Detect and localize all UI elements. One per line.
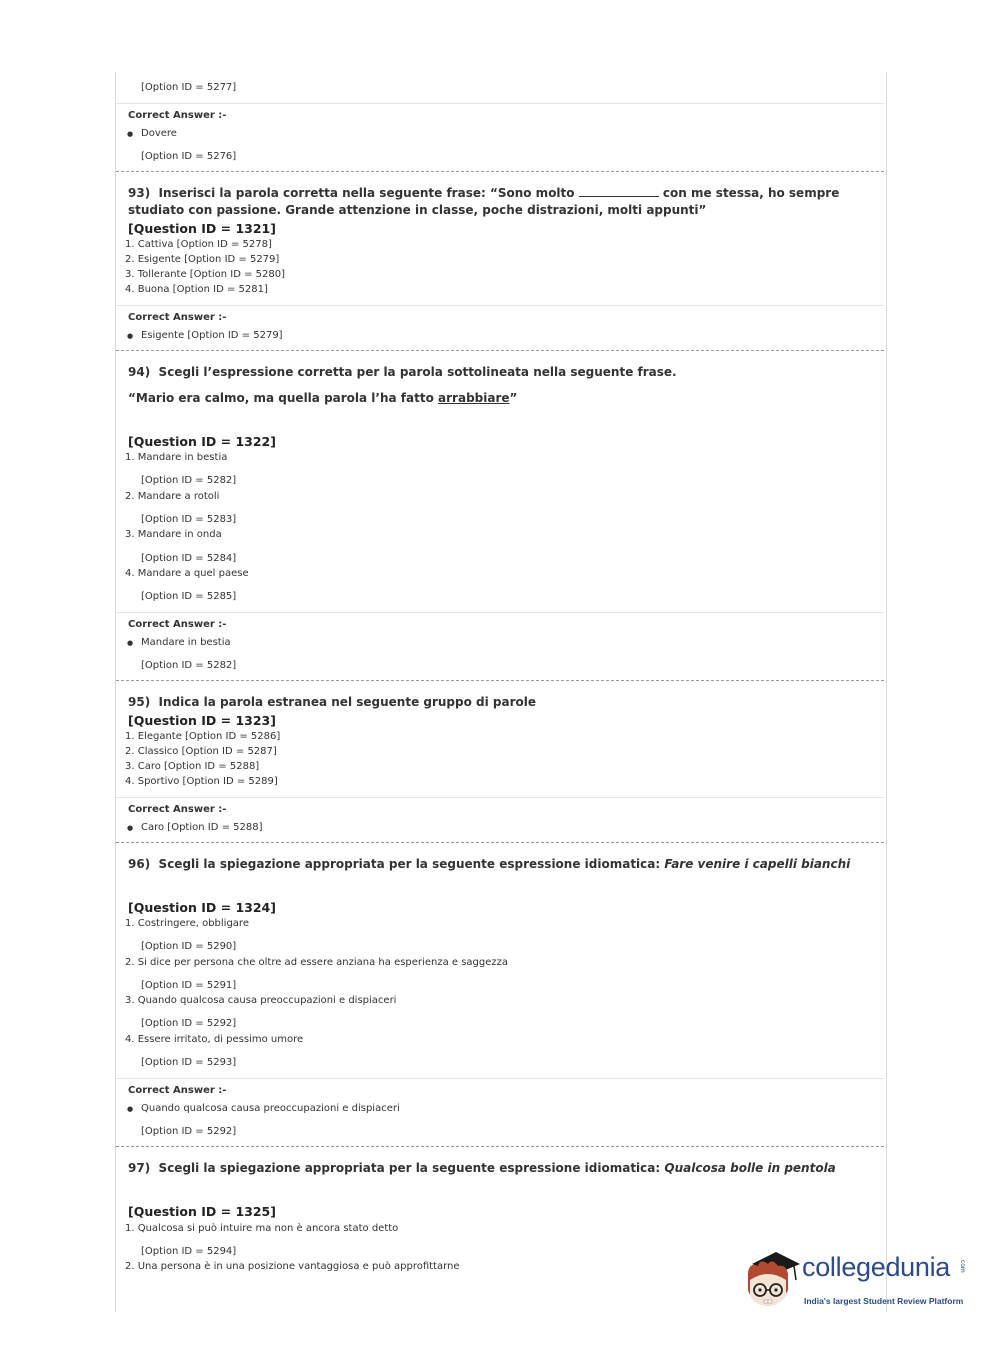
question-number: 94) <box>128 365 151 379</box>
option-3: 3. Quando qualcosa causa preoccupazioni e dispiaceri <box>125 995 397 1006</box>
divider <box>116 103 884 104</box>
question-separator <box>116 680 884 681</box>
correct-answer: ● Quando qualcosa causa preoccupazioni e dispiaceri <box>141 1103 400 1114</box>
question-text: Indica la parola estranea nel seguente gruppo di parole <box>158 695 537 709</box>
question-text: Scegli l’espressione corretta per la parola sottolineata nella seguente frase. <box>158 365 677 379</box>
divider <box>116 612 884 613</box>
question-96-text <box>128 857 850 871</box>
quote-end: ” <box>509 391 518 405</box>
question-number: 96) <box>128 857 151 871</box>
option-1: 1. Elegante [Option ID = 5286] <box>125 731 281 742</box>
idiom: Qualcosa bolle in pentola <box>664 1161 836 1175</box>
question-text-end: con me stessa, ho sempre studiato con passione. Grande attenzione in classe, poche distrazioni, molti appunti” <box>128 186 840 217</box>
option-2: 2. Classico [Option ID = 5287] <box>125 746 277 757</box>
option-3: 3. Tollerante [Option ID = 5280] <box>125 269 285 280</box>
option-2-id: [Option ID = 5283] <box>141 514 237 525</box>
brand-name: collegedunia <box>802 1252 951 1282</box>
option-3: 3. Caro [Option ID = 5288] <box>125 761 260 772</box>
option-1-id: [Option ID = 5282] <box>141 475 237 486</box>
correct-answer-label: Correct Answer :- <box>128 804 227 815</box>
option-4-id: [Option ID = 5293] <box>141 1057 237 1068</box>
option-1-id: [Option ID = 5290] <box>141 941 237 952</box>
correct-answer-label: Correct Answer :- <box>128 312 227 323</box>
correct-option-id: [Option ID = 5276] <box>141 151 237 162</box>
question-id: [Question ID = 1322] <box>128 434 276 449</box>
brand-domain: .com <box>959 1258 966 1273</box>
question-94-quote <box>128 391 517 405</box>
correct-answer: ● Esigente [Option ID = 5279] <box>141 330 283 341</box>
correct-answer-label: Correct Answer :- <box>128 619 227 630</box>
question-id: [Question ID = 1324] <box>128 900 276 915</box>
option-2: 2. Una persona è in una posizione vantaggiosa e può approfittarne <box>125 1261 460 1272</box>
option-1-id: [Option ID = 5294] <box>141 1246 237 1257</box>
question-text: Scegli la spiegazione appropriata per la seguente espressione idiomatica: <box>158 1161 661 1175</box>
option-4: 4. Essere irritato, di pessimo umore <box>125 1034 304 1045</box>
underlined-word: arrabbiare <box>438 391 510 405</box>
collegedunia-logo[interactable] <box>742 1250 967 1312</box>
question-97-text <box>128 1161 836 1175</box>
divider <box>116 1078 884 1079</box>
option-3-id: [Option ID = 5284] <box>141 553 237 564</box>
correct-answer-label: Correct Answer :- <box>128 1085 227 1096</box>
question-id: [Question ID = 1323] <box>128 713 276 728</box>
option-3-id: [Option ID = 5292] <box>141 1018 237 1029</box>
question-text-start: Inserisci la parola corretta nella seguente frase: “Sono molto <box>158 186 575 200</box>
question-93-text <box>128 185 868 219</box>
divider <box>116 797 884 798</box>
question-number: 95) <box>128 695 151 709</box>
correct-option-id: [Option ID = 5282] <box>141 660 237 671</box>
option-4: 4. Sportivo [Option ID = 5289] <box>125 776 278 787</box>
question-separator <box>116 171 884 172</box>
brand-tagline: India's largest Student Review Platform <box>804 1296 964 1306</box>
option-2: 2. Mandare a rotoli <box>125 491 220 502</box>
option-4: 4. Mandare a quel paese <box>125 568 249 579</box>
option-1: 1. Mandare in bestia <box>125 452 228 463</box>
correct-answer: ● Mandare in bestia <box>141 637 231 648</box>
option-2: 2. Esigente [Option ID = 5279] <box>125 254 280 265</box>
question-separator <box>116 350 884 351</box>
question-95-text <box>128 695 536 709</box>
question-text: Scegli la spiegazione appropriata per la seguente espressione idiomatica: <box>158 857 661 871</box>
option-1: 1. Cattiva [Option ID = 5278] <box>125 239 272 250</box>
correct-answer: ● Caro [Option ID = 5288] <box>141 822 263 833</box>
question-number: 93) <box>128 186 151 200</box>
question-separator <box>116 842 884 843</box>
option-4-id: [Option ID = 5285] <box>141 591 237 602</box>
correct-option-id: [Option ID = 5292] <box>141 1126 237 1137</box>
question-94-text <box>128 365 677 379</box>
option-1: 1. Qualcosa si può intuire ma non è ancora stato detto <box>125 1223 399 1234</box>
correct-answer-label: Correct Answer :- <box>128 110 227 121</box>
question-id: [Question ID = 1325] <box>128 1204 276 1219</box>
quote-start: “Mario era calmo, ma quella parola l’ha fatto <box>128 391 434 405</box>
question-separator <box>116 1146 884 1147</box>
option-2-id: [Option ID = 5291] <box>141 980 237 991</box>
option-2: 2. Si dice per persona che oltre ad essere anziana ha esperienza e saggezza <box>125 957 509 968</box>
divider <box>116 305 884 306</box>
option-1: 1. Costringere, obbligare <box>125 918 249 929</box>
option-id: [Option ID = 5277] <box>141 82 237 93</box>
idiom: Fare venire i capelli bianchi <box>664 857 851 871</box>
question-id: [Question ID = 1321] <box>128 221 276 236</box>
correct-answer: ● Dovere <box>141 128 177 139</box>
option-4: 4. Buona [Option ID = 5281] <box>125 284 268 295</box>
option-3: 3. Mandare in onda <box>125 529 222 540</box>
mascot-icon <box>742 1250 802 1312</box>
question-number: 97) <box>128 1161 151 1175</box>
fill-in-blank <box>579 186 659 197</box>
